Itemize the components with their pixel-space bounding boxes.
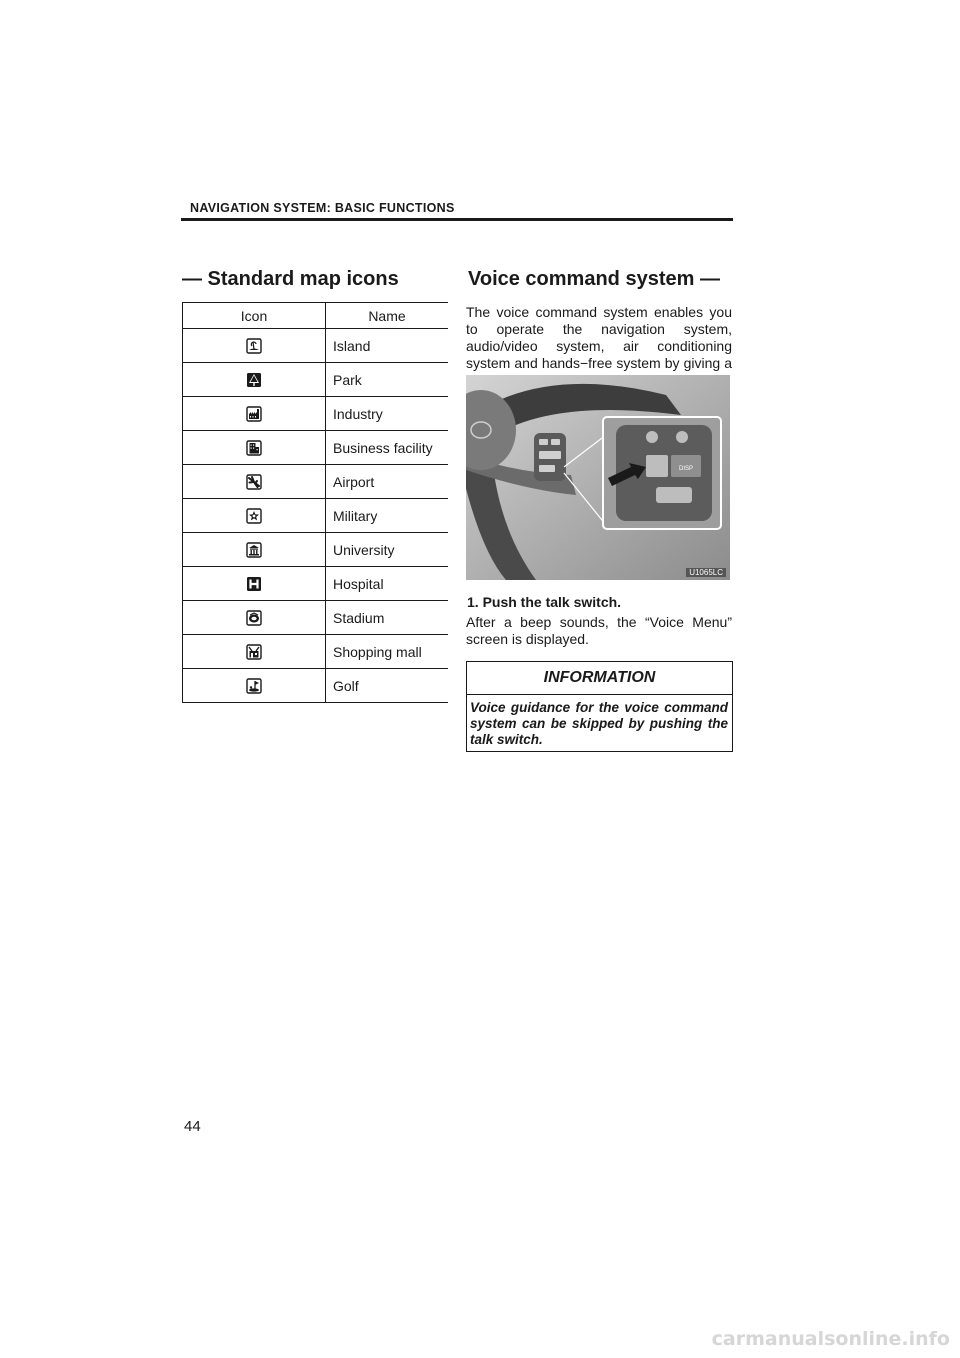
icon-name: Hospital <box>326 567 449 601</box>
table-row <box>183 635 449 669</box>
business-facility-icon <box>246 440 262 456</box>
icon-name: Stadium <box>326 601 449 635</box>
icon-name: Military <box>326 499 449 533</box>
shopping-mall-icon <box>246 644 262 660</box>
hospital-icon <box>246 576 262 592</box>
table-row <box>183 363 449 397</box>
icon-name: Park <box>326 363 449 397</box>
information-title: INFORMATION <box>543 669 656 686</box>
icon-name: Industry <box>326 397 449 431</box>
icon-name: Airport <box>326 465 449 499</box>
park-icon <box>246 372 262 388</box>
icon-name: University <box>326 533 449 567</box>
steering-wheel-illustration <box>466 375 730 580</box>
airport-icon <box>246 474 262 490</box>
table-row <box>183 601 449 635</box>
icon-name: Business facility <box>326 431 449 465</box>
university-icon <box>246 542 262 558</box>
information-rule <box>467 694 732 695</box>
icon-name: Island <box>326 329 449 363</box>
table-row <box>183 397 449 431</box>
header-rule <box>181 218 733 221</box>
figure-code: U1065LC <box>686 568 726 577</box>
information-text: Voice guidance for the voice command system can be skipped by pushing the talk switch. <box>470 700 728 747</box>
column-header-icon: Icon <box>183 303 326 329</box>
steering-wheel-figure <box>466 375 730 580</box>
golf-icon <box>246 678 262 694</box>
voice-command-title: Voice command system — <box>468 268 720 290</box>
table-row <box>183 499 449 533</box>
step-1: 1. Push the talk switch. <box>467 594 622 610</box>
industry-icon <box>246 406 262 422</box>
icon-name: Shopping mall <box>326 635 449 669</box>
table-row <box>183 431 449 465</box>
military-icon <box>246 508 262 524</box>
table-row <box>183 533 449 567</box>
table-row <box>183 465 449 499</box>
table-header-row <box>183 303 449 329</box>
table-row <box>183 329 449 363</box>
information-box <box>466 661 733 752</box>
watermark: carmanualsonline.info <box>711 1328 950 1350</box>
page-number: 44 <box>184 1118 201 1135</box>
stadium-icon <box>246 610 262 626</box>
table-row <box>183 567 449 601</box>
intro-paragraph: The voice command system enables you to operate the navigation system, audio/video system, air conditioning system and hands−free system by giving a <box>466 304 732 371</box>
island-icon <box>246 338 262 354</box>
standard-map-icons-title: — Standard map icons <box>182 268 399 290</box>
column-header-name: Name <box>326 303 449 329</box>
disp-label: DISP <box>678 466 694 472</box>
after-step-text: After a beep sounds, the “Voice Menu” screen is displayed. <box>466 614 732 647</box>
map-icons-table <box>182 302 448 703</box>
running-header: NAVIGATION SYSTEM: BASIC FUNCTIONS <box>190 201 455 215</box>
icon-name: Golf <box>326 669 449 703</box>
table-row <box>183 669 449 703</box>
